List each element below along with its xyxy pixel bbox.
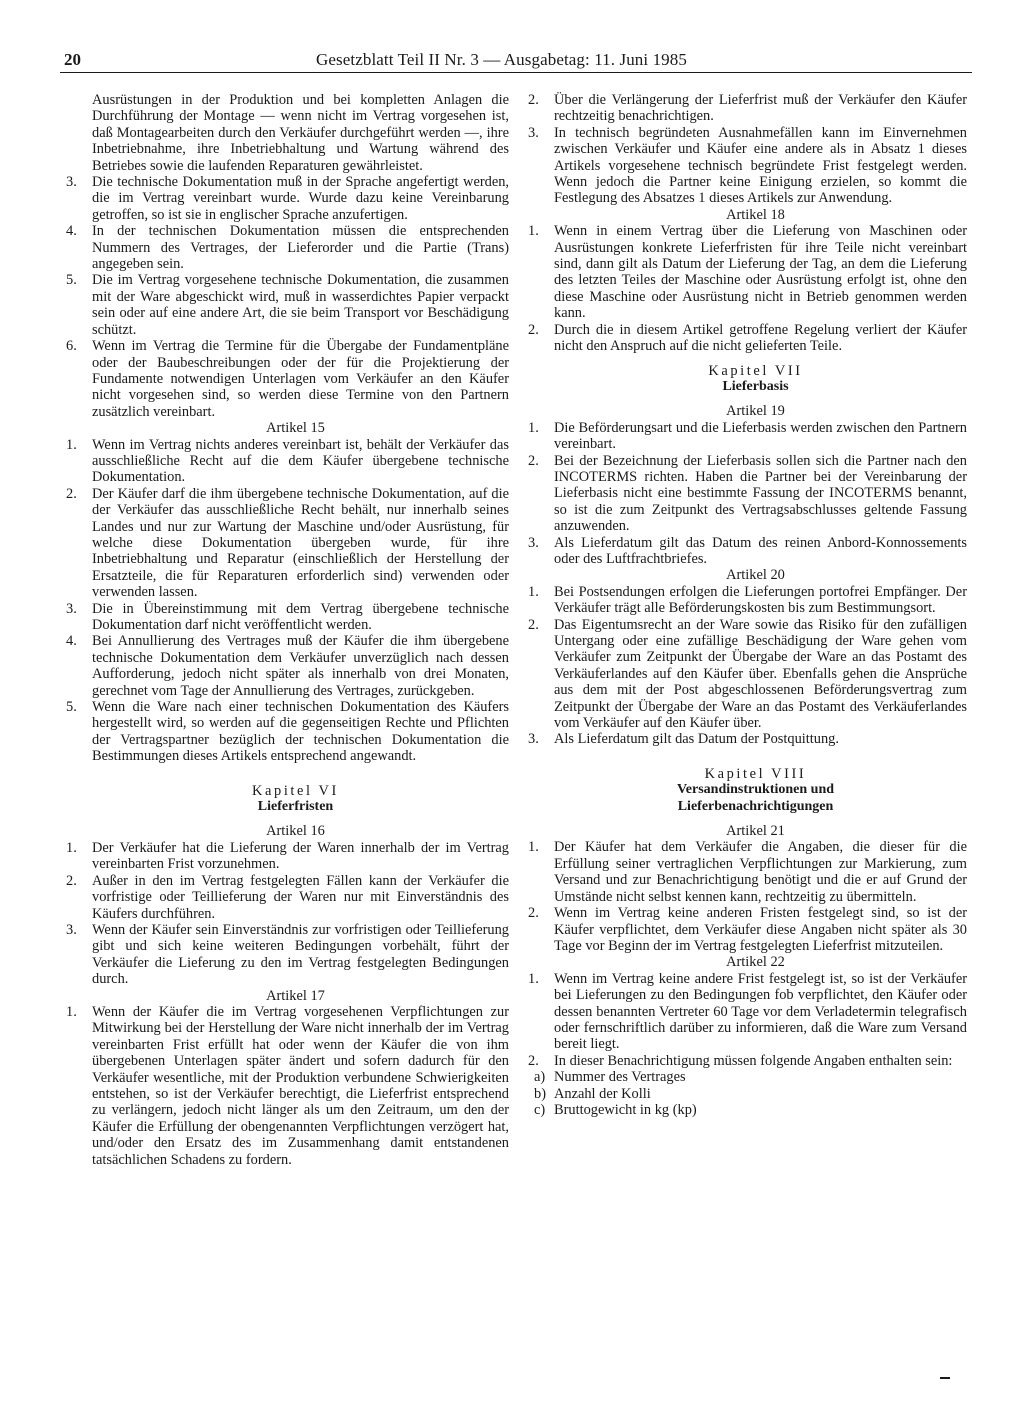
numbered-paragraph	[62, 437, 509, 486]
chapter-7-heading: Kapitel VII	[708, 362, 803, 379]
sub-list-item	[524, 1069, 967, 1085]
item-text: In der technischen Dokumentation müssen die entsprechenden Nummern des Vertrages, der Lieferorder und die Partie (Trans) angegeben sein.	[92, 223, 509, 273]
numbered-paragraph	[62, 840, 509, 873]
numbered-paragraph	[524, 971, 967, 1053]
numbered-paragraph	[524, 584, 967, 617]
numbered-paragraph	[62, 338, 509, 420]
numbered-paragraph	[524, 731, 967, 747]
item-number: 1.	[528, 223, 539, 240]
item-text: Anzahl der Kolli	[554, 1085, 651, 1102]
item-number: 1.	[66, 839, 77, 856]
item-number: 2.	[528, 905, 539, 922]
item-text: In dieser Benachrichtigung müssen folgende Angaben enthalten sein:	[554, 1052, 953, 1069]
chapter-7-title: Lieferbasis	[722, 378, 789, 394]
item-text: Über die Verlängerung der Lieferfrist muß der Verkäufer den Käufer rechtzeitig benachrichtigen.	[554, 92, 967, 125]
list-art20	[524, 584, 967, 748]
list-art18	[524, 223, 967, 354]
numbered-paragraph	[62, 633, 509, 699]
page-header	[60, 48, 972, 73]
list-art22-subitems	[524, 1069, 967, 1118]
numbered-paragraph	[62, 699, 509, 765]
item-text: Die in Übereinstimmung mit dem Vertrag übergebene technische Dokumentation darf nicht veröffentlicht werden.	[92, 600, 509, 633]
article-15-heading: Artikel 15	[266, 420, 325, 437]
chapter-6-heading: Kapitel VI	[252, 782, 339, 799]
intro-paragraph: Ausrüstungen in der Produktion und bei kompletten Anlagen die Durchführung der Montage — wenn nicht im Vertrag vorgesehen ist, daß Montagearbeiten durch den Verkäufer durchgeführt werden —, ihre Inbetriebnahme, ihre Inbetriebhaltung und Wartung während des Betriebes sowie die laufenden Reparaturen gewährleistet.	[92, 92, 509, 174]
numbered-paragraph	[62, 174, 509, 223]
item-text: Wenn die Ware nach einer technischen Dokumentation des Käufers hergestellt wird, so werden auf die gegenseitigen Rechte und Pflichten der Vertragspartner bezüglich der technischen Dokumentation die Bestimmungen dieses Artikels entsprechend angewandt.	[92, 699, 509, 765]
left-column	[62, 92, 509, 1168]
numbered-paragraph	[524, 322, 967, 355]
article-16-heading: Artikel 16	[266, 823, 325, 840]
numbered-paragraph	[62, 873, 509, 922]
article-17-heading: Artikel 17	[266, 987, 325, 1004]
item-text: Der Käufer hat dem Verkäufer die Angaben, die dieser für die Erfüllung seiner vertraglichen Verpflichtungen zur Markierung, zum Versand und zur Benachrichtigung benötigt und die er auf Grund der Umstände nicht selbst kennen kann, rechtzeitig zu übermitteln.	[554, 839, 967, 905]
item-number: 6.	[66, 338, 77, 355]
item-number: a)	[534, 1069, 546, 1086]
item-text: Wenn im Vertrag nichts anderes vereinbart ist, behält der Verkäufer das ausschließliche Recht auf die dem Käufer übergebene technische Dokumentation.	[92, 436, 509, 486]
item-text: Durch die in diesem Artikel getroffene Regelung verliert der Käufer nicht den Anspruch auf die nicht gelieferten Teile.	[554, 321, 967, 355]
item-number: 1.	[66, 436, 77, 453]
item-text: Wenn der Käufer die im Vertrag vorgesehenen Verpflichtungen zur Mitwirkung bei der Herstellung der Ware nicht innerhalb der im Vertrag vereinbarten Frist erfüllt hat oder wenn der Käufer die von ihm übergebenen Unterlagen später ändert und sofern dadurch für den Verkäufer wesentliche, mit der Produktion verbundene Schwierigkeiten entstehen, so ist der Verkäufer berechtigt, die Lieferfrist entsprechend zu verlängern, jedoch nicht länger als um den Zeitraum, um den der Käufer die Erfüllung der obengenannten Verpflichtungen verzögert hat, und/oder den Ersatz des im Zusammenhang damit entstandenen tatsächlichen Schadens zu fordern.	[92, 1003, 509, 1168]
sub-list-item	[524, 1086, 967, 1102]
numbered-paragraph	[524, 1053, 967, 1069]
list-art15	[62, 437, 509, 765]
item-number: 1.	[528, 583, 539, 600]
article-20-heading: Artikel 20	[726, 567, 785, 584]
article-18-heading: Artikel 18	[726, 206, 785, 223]
item-text: Die im Vertrag vorgesehene technische Dokumentation, die zusammen mit der Ware abgeschickt wird, muß in wasserdichtes Papier verpackt sein oder auf eine andere Art, die sie beim Transport vor Beschädigung schützt.	[92, 272, 509, 338]
chapter-6-title: Lieferfristen	[257, 799, 334, 815]
numbered-paragraph	[524, 223, 967, 321]
list-art21	[524, 839, 967, 954]
page-number: 20	[64, 50, 81, 69]
item-text: Als Lieferdatum gilt das Datum der Postquittung.	[554, 731, 839, 748]
item-number: 5.	[66, 699, 77, 716]
item-number: 3.	[66, 921, 77, 938]
item-text: Bei Annullierung des Vertrages muß der Käufer die ihm übergebene technische Dokumentation dem Verkäufer unverzüglich nach dessen Aufforderung, jedoch nicht später als innerhalb von drei Monaten, gerechnet vom Tage der Annullierung des Vertrages, zurückgeben.	[92, 633, 509, 699]
item-text: Bei der Bezeichnung der Lieferbasis sollen sich die Partner nach den INCOTERMS richten. Haben die Partner bei der Vereinbarung der Lieferbasis nicht eine bestimmte Fassung der INCOTERMS benannt, so ist die zum Zeitpunkt des Vertragsabschlusses geltende Fassung anzuwenden.	[554, 452, 967, 535]
item-number: 1.	[528, 970, 539, 987]
item-number: c)	[534, 1101, 546, 1118]
numbered-paragraph	[524, 839, 967, 905]
article-19-heading: Artikel 19	[726, 403, 785, 420]
numbered-paragraph	[524, 905, 967, 954]
item-text: Das Eigentumsrecht an der Ware sowie das Risiko für den zufälligen Untergang oder eine zufällige Beschädigung der Ware gehen vom Verkäufer zum Zeitpunkt der Übergabe der Ware an das Postamt des Verkäuferlandes auf den Käufer über. Ebenfalls gehen die Ansprüche aus dem mit der Post abgeschlossenen Beförderungsvertrag zum Zeitpunkt der Übergabe der Ware an das Postamt des Verkäuferlandes vom Verkäufer auf den Käufer über.	[554, 616, 967, 732]
item-text: In technisch begründeten Ausnahmefällen kann im Einvernehmen zwischen Verkäufer und Käufer eine andere als in Absatz 1 dieses Artikels vorgesehene technisch begründete Frist festgelegt werden. Wenn jedoch die Partner keine Einigung erzielen, so kommt die Festlegung des Absatzes 1 dieses Artikels zur Anwendung.	[554, 124, 967, 207]
list-art16	[62, 840, 509, 988]
numbered-paragraph	[62, 486, 509, 601]
item-number: 3.	[528, 534, 539, 551]
numbered-paragraph	[62, 272, 509, 338]
chapter-8-heading: Kapitel VIII	[704, 765, 807, 782]
page-end-dash	[940, 1377, 950, 1379]
item-text: Die technische Dokumentation muß in der Sprache angefertigt werden, die im Vertrag vereinbart wurde. Wurde dazu keine Vereinbarung getroffen, so ist sie in englischer Sprache anzufertigen.	[92, 174, 509, 223]
item-text: Als Lieferdatum gilt das Datum des reinen Anbord-Konnossements oder des Luftfrachtbriefes.	[554, 534, 967, 567]
numbered-paragraph	[524, 125, 967, 207]
item-text: Wenn in einem Vertrag über die Lieferung von Maschinen oder Ausrüstungen konkrete Lieferfristen für ihre Teile nicht vereinbart sind, dann gilt als Datum der Lieferung der Tag, an dem die Lieferung des letzten Teiles der Maschine oder Ausrüstung erfolgt ist, ohne den diese Maschine oder Ausrüstung nicht in Betrieb genommen werden kann.	[554, 223, 967, 322]
item-number: 2.	[528, 616, 539, 633]
numbered-paragraph	[524, 92, 967, 125]
item-text: Bruttogewicht in kg (kp)	[554, 1101, 697, 1118]
item-text: Wenn im Vertrag die Termine für die Übergabe der Fundamentpläne oder der Baubeschreibungen oder der für die Projektierung der Fundamente notwendigen Unterlagen vom Verkäufer an den Käufer nicht vorgesehen sind, so werden diese Termine von den Partnern zusätzlich vereinbart.	[92, 338, 509, 420]
item-number: 1.	[66, 1003, 77, 1020]
numbered-paragraph	[62, 223, 509, 272]
item-number: 3.	[66, 174, 77, 191]
item-number: 2.	[528, 321, 539, 338]
item-number: 2.	[528, 1052, 539, 1069]
item-number: 2.	[528, 92, 539, 108]
list-art19	[524, 420, 967, 568]
numbered-paragraph	[62, 922, 509, 988]
list-art22	[524, 971, 967, 1069]
article-21-heading: Artikel 21	[726, 823, 785, 840]
item-text: Die Beförderungsart und die Lieferbasis werden zwischen den Partnern vereinbart.	[554, 419, 967, 453]
item-text: Der Käufer darf die ihm übergebene technische Dokumentation, auf die der Verkäufer das ausschließliche Recht behält, nur innerhalb seines Landes und nur zur Wartung der Maschine und/oder Ausrüstung, für welche diese Dokumentation übergeben wurde, für ihre Inbetriebhaltung und Reparatur (einschließlich der Herstellung der Ersatzteile, die für Reparaturen erforderlich sind) verwenden oder verwenden lassen.	[92, 485, 509, 601]
item-number: 2.	[66, 485, 77, 502]
item-text: Außer in den im Vertrag festgelegten Fällen kann der Verkäufer die vorfristige oder Teillieferung der Waren nur mit Einverständnis des Käufers durchführen.	[92, 872, 509, 922]
numbered-paragraph	[524, 617, 967, 732]
item-number: 3.	[528, 731, 539, 748]
item-text: Nummer des Vertrages	[554, 1069, 686, 1086]
item-number: 1.	[528, 839, 539, 856]
item-number: 2.	[528, 452, 539, 469]
item-number: 3.	[66, 600, 77, 617]
item-text: Wenn im Vertrag keine andere Frist festgelegt ist, so ist der Verkäufer bei Lieferungen zu den Bedingungen fob verpflichtet, den Käufer oder dessen benannten Vertreter 60 Tage vor dem Verladetermin telegrafisch oder fernschriftlich darüber zu informieren, daß die Ware zum Versand bereit liegt.	[554, 970, 967, 1053]
gazette-title: Gesetzblatt Teil II Nr. 3 — Ausgabetag: 11. Juni 1985	[316, 50, 687, 69]
item-text: Der Verkäufer hat die Lieferung der Waren innerhalb der im Vertrag vereinbarten Frist vorzunehmen.	[92, 839, 509, 873]
item-number: 4.	[66, 223, 77, 240]
item-text: Wenn der Käufer sein Einverständnis zur vorfristigen oder Teillieferung gibt und sich keine weiteren Bedingungen vorbehält, führt der Verkäufer die Lieferung zu den im Vertrag festgelegten Bedingungen durch.	[92, 921, 509, 988]
numbered-paragraph	[62, 1004, 509, 1168]
list-art14-continued	[62, 174, 509, 420]
list-art17-continued	[524, 92, 967, 207]
chapter-8-title-line-2: Lieferbenachrichtigungen	[677, 798, 834, 814]
numbered-paragraph	[524, 420, 967, 453]
item-text: Wenn im Vertrag keine anderen Fristen festgelegt sind, so ist der Käufer verpflichtet, dem Verkäufer diese Angaben nicht später als 30 Tage vor Beginn der im Vertrag festgelegten Lieferfrist mitzuteilen.	[554, 905, 967, 954]
item-number: b)	[534, 1085, 546, 1102]
item-text: Bei Postsendungen erfolgen die Lieferungen portofrei Empfänger. Der Verkäufer trägt alle Beförderungskosten bis zum Bestimmungsort.	[554, 583, 967, 617]
right-column	[524, 92, 967, 1118]
chapter-8-title-line-1: Versandinstruktionen und	[676, 782, 835, 798]
numbered-paragraph	[524, 535, 967, 568]
item-number: 2.	[66, 872, 77, 889]
article-22-heading: Artikel 22	[726, 954, 785, 971]
item-number: 1.	[528, 419, 539, 436]
list-art17	[62, 1004, 509, 1168]
item-number: 5.	[66, 272, 77, 289]
numbered-paragraph	[62, 601, 509, 634]
item-number: 3.	[528, 124, 539, 141]
sub-list-item	[524, 1102, 967, 1118]
item-number: 4.	[66, 633, 77, 650]
numbered-paragraph	[524, 453, 967, 535]
